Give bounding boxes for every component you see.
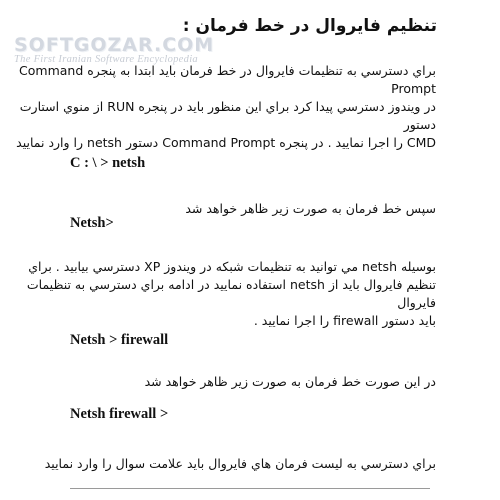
command-firewall-prompt: Netsh firewall > — [70, 406, 169, 422]
intro-paragraph — [0, 62, 436, 152]
watermark-tagline: The First Iranian Software Encyclopedia — [14, 54, 198, 65]
watermark-logo: SOFTGOZAR.COM — [14, 34, 215, 56]
bottom-divider — [70, 488, 430, 489]
softgozar-watermark — [14, 34, 254, 65]
netsh-line-3: بايد دستور firewall را اجرا نماييد . — [253, 313, 436, 328]
help-instruction-text: براي دسترسي به ليست فرمان هاي فايروال بايد علامت سوال را وارد نماييد — [44, 456, 436, 471]
intro-line-2: در ويندوز دسترسي پيدا كرد براي اين منظور بايد در پنجره RUN از منوي استارت دستور — [19, 99, 436, 132]
intro-line-3: CMD را اجرا نماييد . در پنجره Command Prompt دستور netsh را وارد نماييد — [16, 135, 436, 150]
page-title: تنظیم فایروال در خط فرمان : — [182, 16, 437, 36]
netsh-line-1: بوسيله netsh مي توانيد به تنظيمات شبكه در ويندوز XP دسترسي بيابيد . براي — [28, 259, 436, 274]
intro-line-1: براي دسترسي به تنظيمات فايروال در خط فرمان بايد ابتدا به پنجره Command Prompt — [19, 63, 436, 96]
command-netsh: C : \ > netsh — [70, 155, 146, 171]
command-netsh-firewall: Netsh > firewall — [70, 332, 169, 348]
command-netsh-prompt: Netsh> — [70, 215, 114, 231]
firewall-prompt-text: در اين صورت خط فرمان به صورت زير ظاهر خواهد شد — [144, 374, 436, 389]
prompt-appears-text: سپس خط فرمان به صورت زير ظاهر خواهد شد — [185, 201, 436, 216]
netsh-description-paragraph — [0, 258, 436, 330]
netsh-line-2: تنظيم فايروال بايد از netsh استفاده نماييد در ادامه براي دسترسي به تنظيمات فايروال — [26, 277, 436, 310]
